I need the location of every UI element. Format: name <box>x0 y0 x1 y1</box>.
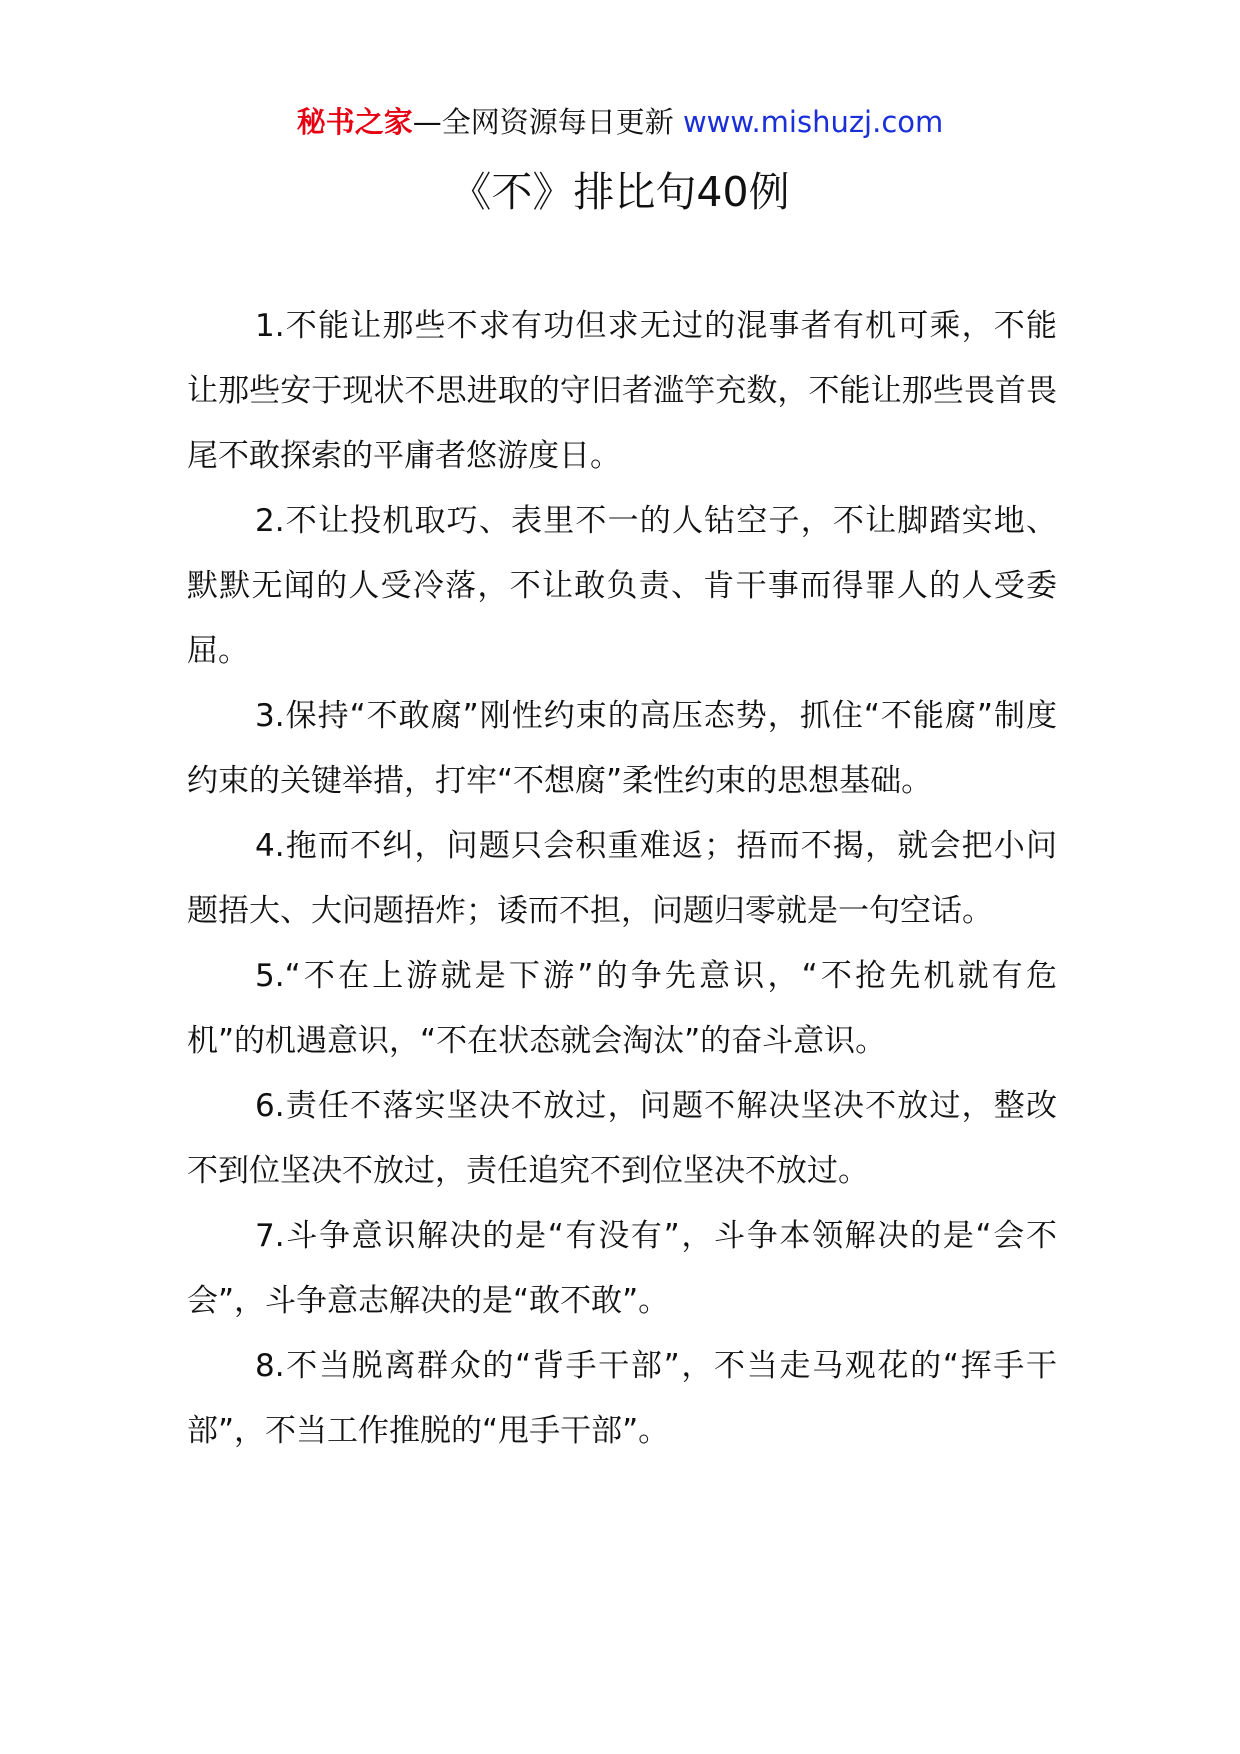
site-slogan: —全网资源每日更新 <box>412 105 674 139</box>
paragraph-1: 1.不能让那些不求有功但求无过的混事者有机可乘，不能让那些安于现状不思进取的守旧者滥竽充数，不能让那些畏首畏尾不敢探索的平庸者悠游度日。 <box>187 308 1057 474</box>
site-brand: 秘书之家 <box>296 105 413 139</box>
paragraph-5: 5.“不在上游就是下游”的争先意识，“不抢先机就有危机”的机遇意识，“不在状态就会淘汰”的奋斗意识。 <box>187 958 1057 1059</box>
paragraph-8: 8.不当脱离群众的“背手干部”，不当走马观花的“挥手干部”，不当工作推脱的“甩手干部”。 <box>187 1348 1057 1449</box>
paragraph-4: 4.拖而不纠，问题只会积重难返；捂而不揭，就会把小问题捂大、大问题捂炸；诿而不担，问题归零就是一句空话。 <box>187 828 1057 929</box>
paragraph-6: 6.责任不落实坚决不放过，问题不解决坚决不放过，整改不到位坚决不放过，责任追究不到位坚决不放过。 <box>187 1088 1057 1189</box>
document-body <box>187 294 1057 1464</box>
paragraph-7: 7.斗争意识解决的是“有没有”，斗争本领解决的是“会不会”，斗争意志解决的是“敢不敢”。 <box>187 1218 1057 1319</box>
site-url-link[interactable]: www.mishuzj.com <box>682 105 944 139</box>
document-title: 《不》排比句40例 <box>450 168 790 216</box>
paragraph-2: 2.不让投机取巧、表里不一的人钻空子，不让脚踏实地、默默无闻的人受冷落，不让敢负责、肯干事而得罪人的人受委屈。 <box>187 503 1057 669</box>
site-header <box>0 102 1240 142</box>
paragraph-3: 3.保持“不敢腐”刚性约束的高压态势，抓住“不能腐”制度约束的关键举措，打牢“不想腐”柔性约束的思想基础。 <box>187 698 1057 799</box>
